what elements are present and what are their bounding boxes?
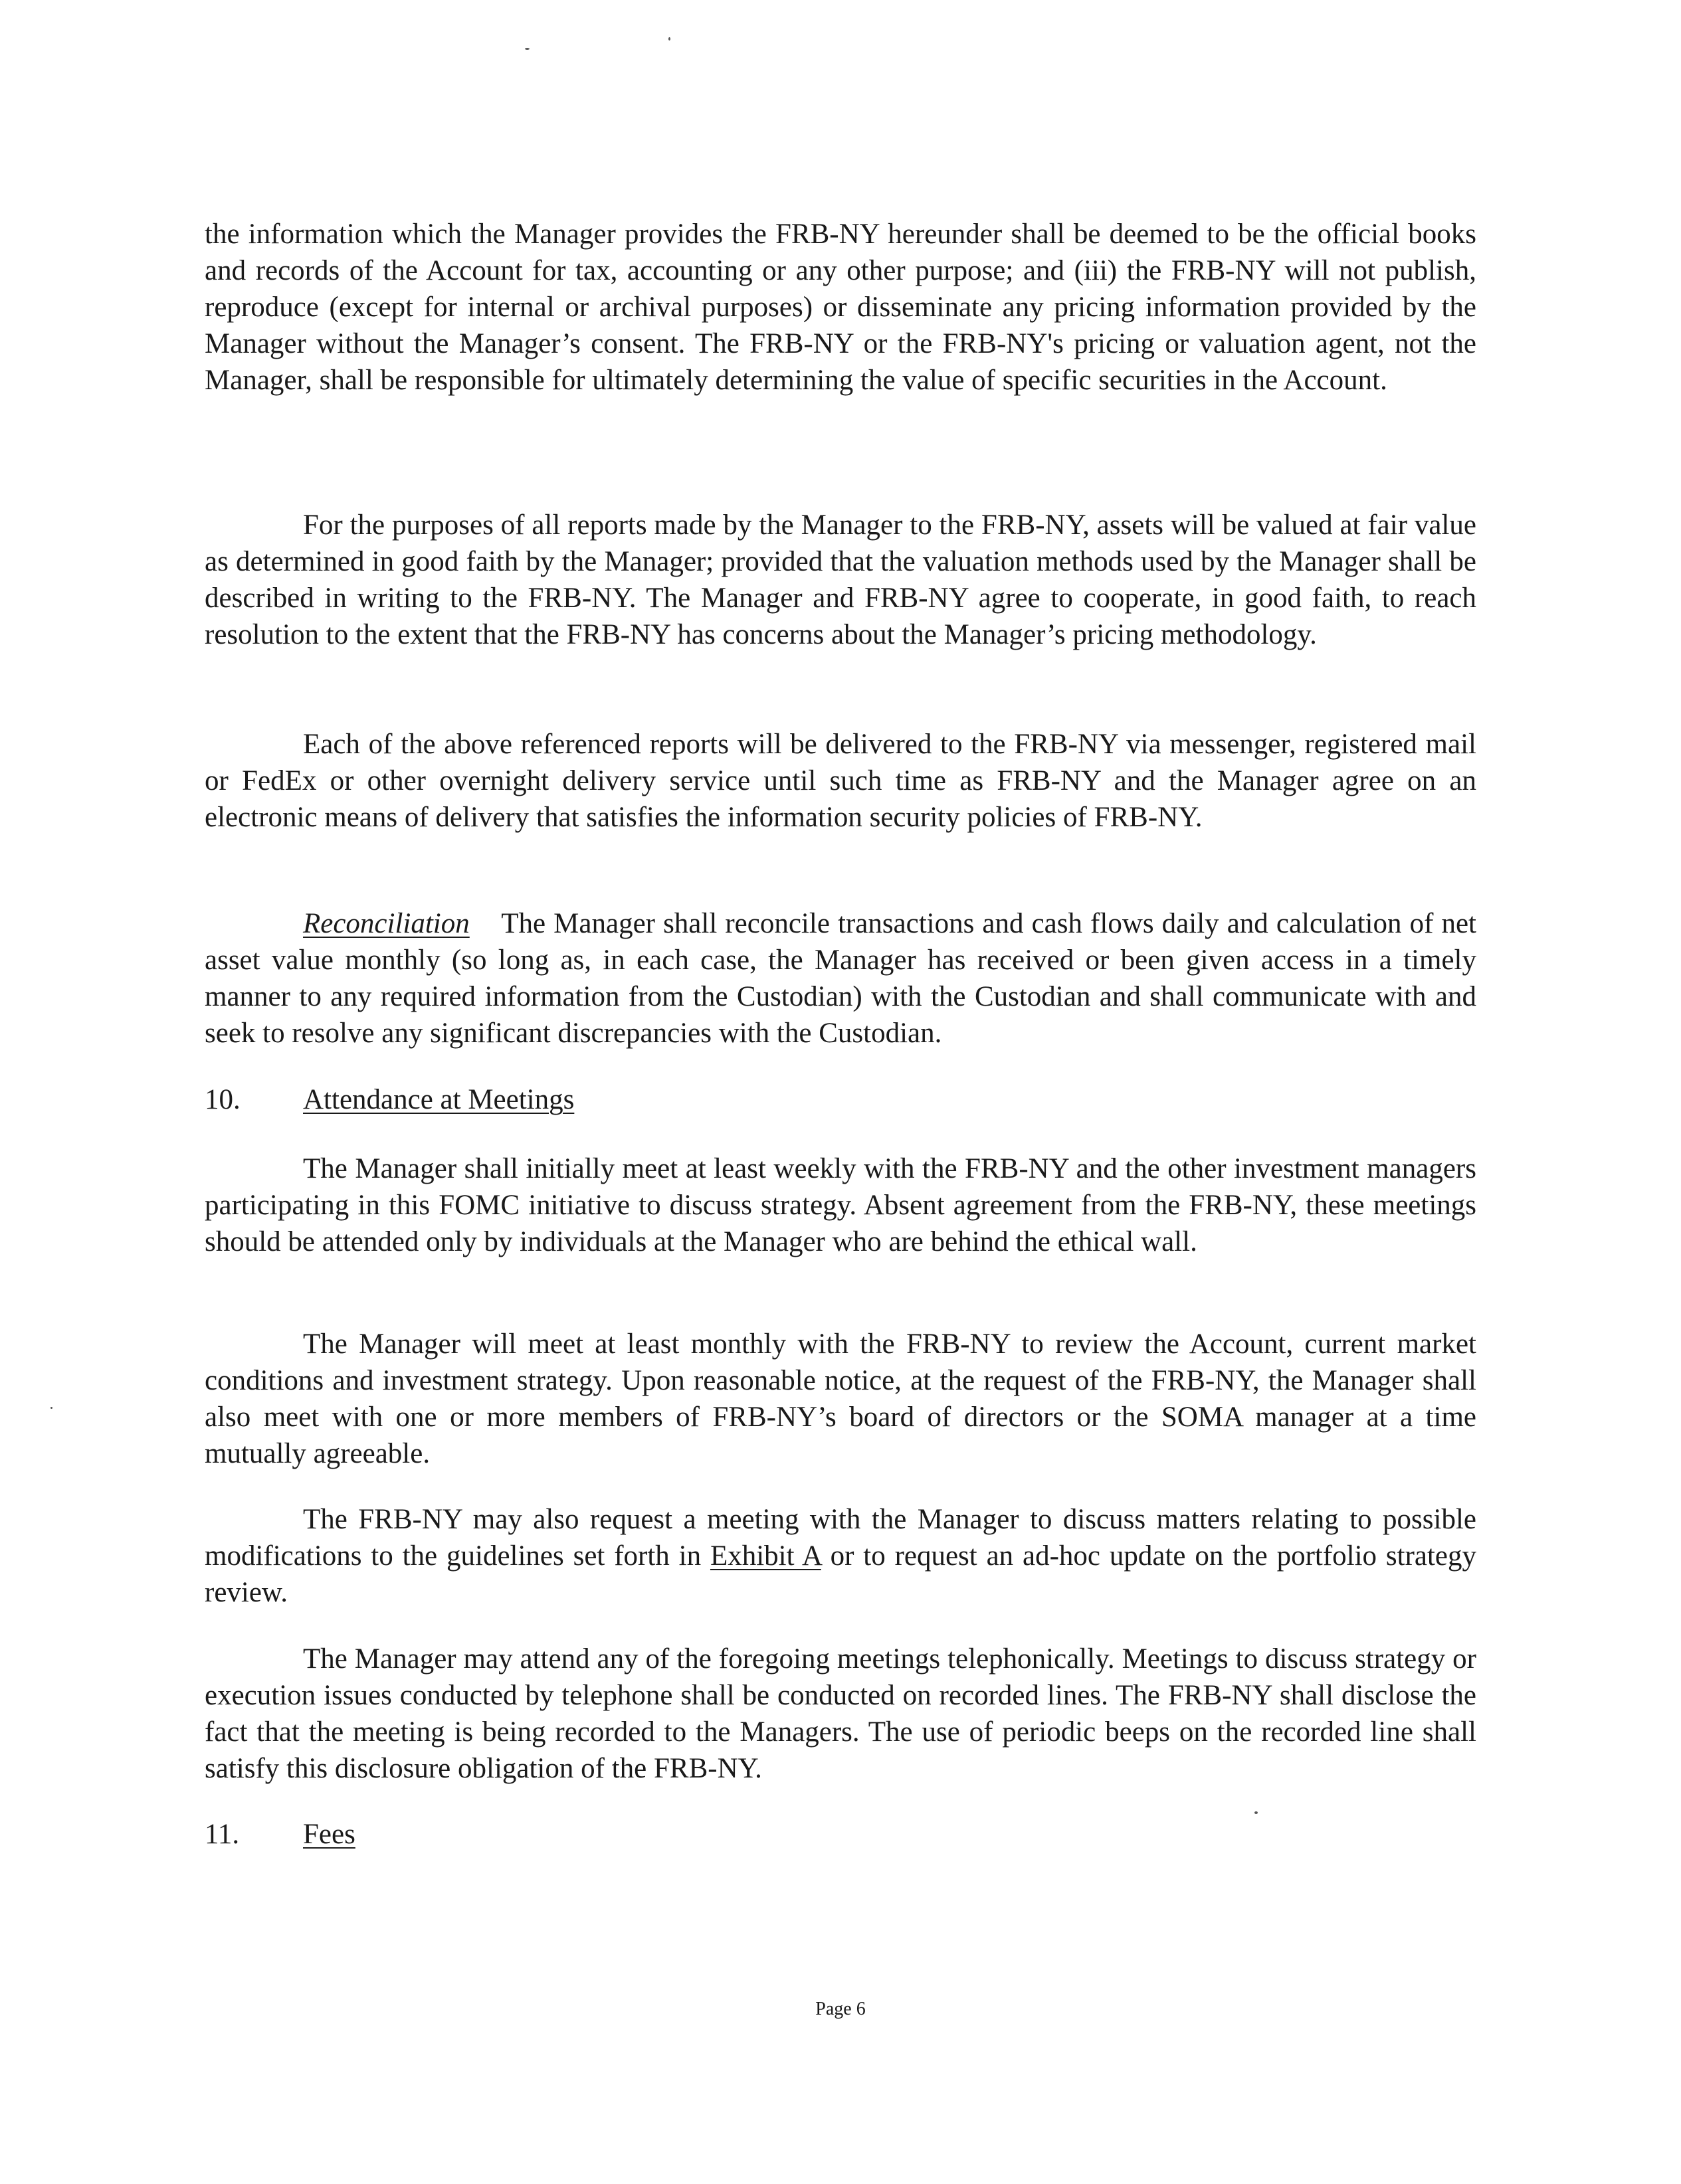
paragraph-weekly-meetings: The Manager shall initially meet at least weekly with the FRB-NY and the other investment managers participating in this FOMC initiative to discuss strategy. Absent agreement from the FRB-NY, these meetings should be attended only by individuals at the Manager who are behind the ethical wall.: [205, 1153, 1476, 1257]
scan-speck: [1254, 1811, 1258, 1814]
section-heading-10: [205, 1081, 1476, 1118]
paragraph-valuation-records: the information which the Manager provides the FRB-NY hereunder shall be deemed to be the official books and records of the Account for tax, accounting or any other purpose; and (iii) the FRB-NY will not publish, reproduce (except for internal or archival purposes) or disseminate any pricing information provided by the Manager without the Manager’s consent. The FRB-NY or the FRB-NY's pricing or valuation agent, not the Manager, shall be responsible for ultimately determining the value of specific securities in the Account.: [205, 219, 1476, 396]
exhibit-a-reference: Exhibit A: [710, 1540, 821, 1572]
page-number: Page 6: [815, 1999, 866, 2019]
section-title-10: Attendance at Meetings: [303, 1084, 575, 1115]
paragraph-monthly-meetings: The Manager will meet at least monthly with the FRB-NY to review the Account, current market conditions and investment strategy. Upon reasonable notice, at the request of the FRB-NY, the Manager shall also meet with one or more members of FRB-NY’s board of directors or the SOMA manager at a time mutually agreeable.: [205, 1328, 1476, 1469]
scan-speck: [525, 48, 530, 50]
meeting-requests-text-2: or to request an ad-hoc update on the portfolio strategy review.: [205, 1540, 1477, 1608]
paragraph-reconciliation: [205, 905, 1476, 1051]
section-number-11: 11.: [205, 1819, 240, 1850]
paragraph-fair-value: For the purposes of all reports made by the Manager to the FRB-NY, assets will be valued at fair value as determined in good faith by the Manager; provided that the valuation methods used by the Manager shall be described in writing to the FRB-NY. The Manager and FRB-NY agree to cooperate, in good faith, to reach resolution to the extent that the FRB-NY has concerns about the Manager’s pricing methodology.: [205, 509, 1476, 650]
paragraph-telephonic-meetings: The Manager may attend any of the foregoing meetings telephonically. Meetings to discuss strategy or execution issues conducted by telephone shall be conducted on recorded lines. The FRB-NY shall disclose the fact that the meeting is being recorded to the Managers. The use of periodic beeps on the recorded line shall satisfy this disclosure obligation of the FRB-NY.: [205, 1643, 1476, 1784]
scan-speck: [50, 1407, 52, 1409]
section-heading-11: [205, 1816, 1476, 1853]
reconciliation-text: The Manager shall reconcile transactions and cash flows daily and calculation of net asset value monthly (so long as, in each case, the Manager has received or been given access in a timely manner to any required information from the Custodian) with the Custodian and shall communicate with and seek to resolve any significant discrepancies with the Custodian.: [205, 908, 1476, 1049]
reconciliation-heading: Reconciliation: [303, 908, 470, 939]
meeting-requests-text-1: The FRB-NY may also request a meeting with the Manager to discuss matters relating to possible modifications to the guidelines set forth in: [205, 1504, 1476, 1572]
section-title-11: Fees: [303, 1819, 355, 1850]
section-number-10: 10.: [205, 1084, 241, 1115]
paragraph-report-delivery: Each of the above referenced reports will be delivered to the FRB-NY via messenger, registered mail or FedEx or other overnight delivery service until such time as FRB-NY and the Manager agree on an electronic means of delivery that satisfies the information security policies of FRB-NY.: [205, 729, 1476, 833]
paragraph-meeting-requests: [205, 1501, 1476, 1611]
scan-speck: [668, 37, 670, 41]
